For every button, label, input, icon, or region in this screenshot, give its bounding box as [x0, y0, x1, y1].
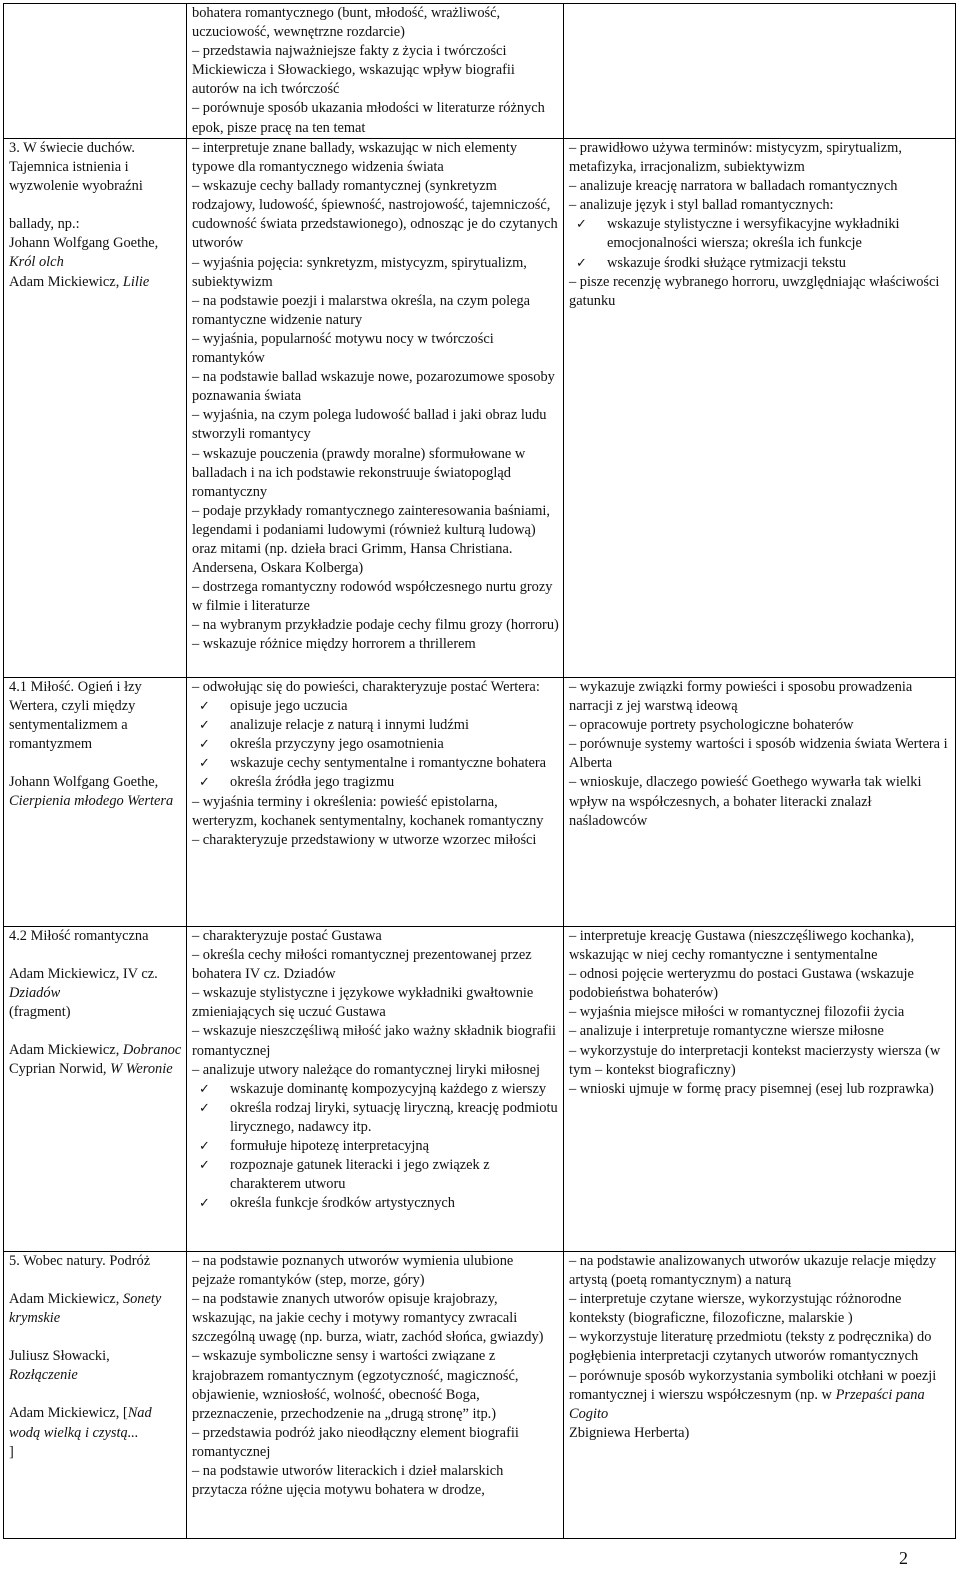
- text-line: [192, 635, 559, 654]
- text-run: Adam Mickiewicz, IV cz.: [9, 966, 158, 983]
- extended-requirements-cell: [564, 4, 956, 139]
- text-run: ]: [9, 1443, 14, 1460]
- text-run: 4.2 Miłość romantyczna: [9, 928, 149, 944]
- text-line: [192, 42, 559, 99]
- text-line: [9, 1003, 182, 1022]
- text-line: [569, 273, 951, 311]
- text-line: [569, 1252, 951, 1290]
- title-italic: Rozłączenie: [9, 1367, 78, 1384]
- text-line: [192, 1061, 559, 1080]
- text-line: [569, 716, 951, 735]
- check-item: ✓ rozpoznaje gatunek literacki i jego związek z charakterem utworu: [192, 1156, 559, 1194]
- extended-requirements-cell: [564, 139, 956, 678]
- check-item: ✓ wskazuje cechy sentymentalne i romantyczne bohatera: [192, 754, 559, 773]
- text-run: – wyjaśnia, na czym polega ludowość ballad i jaki obraz ludu stworzyli romantycy: [192, 407, 547, 443]
- text-run: Juliusz Słowacki,: [9, 1348, 110, 1365]
- extended-requirements-cell: [564, 927, 956, 1252]
- spacer: [9, 946, 182, 965]
- text-line: [569, 773, 951, 830]
- text-line: [9, 927, 182, 946]
- text-run: 5. Wobec natury. Podróż: [9, 1253, 151, 1269]
- text-run: 4.1 Miłość. Ogień i łzy Wertera, czyli między sentymentalizmem a romantyzmem: [9, 679, 142, 753]
- text-line: [9, 965, 182, 1003]
- text-run: – odnosi pojęcie werteryzmu do postaci Gustawa (wskazuje podobieństwa bohaterów): [569, 966, 914, 1002]
- text-line: [569, 196, 951, 215]
- text-run: Adam Mickiewicz,: [9, 273, 123, 290]
- text-line: [9, 215, 182, 234]
- text-run: – charakteryzuje postać Gustawa: [192, 928, 382, 944]
- text-run: Johann Wolfgang Goethe,: [9, 774, 159, 791]
- text-run: – charakteryzuje przedstawiony w utworze wzorzec miłości: [192, 831, 537, 848]
- title-italic: Lilie: [122, 273, 150, 290]
- text-line: [9, 1404, 182, 1442]
- text-run: – wyjaśnia terminy i określenia: powieść epistolarna, werteryzm, kochanek sentymentalny, kochanek romantyczny: [192, 793, 544, 829]
- text-line: [192, 292, 559, 330]
- text-run: – analizuje język i styl ballad romantycznych:: [569, 197, 834, 214]
- text-run: – wskazuje nieszczęśliwą miłość jako ważny składnik biografii romantycznej: [192, 1023, 557, 1059]
- basic-requirements-cell: [187, 927, 564, 1252]
- text-run: – na podstawie poezji i malarstwa określa, na czym polega romantyczne widzenie natury: [192, 292, 531, 328]
- spacer: [9, 1022, 182, 1041]
- text-run: – na wybranym przykładzie podaje cechy filmu grozy (horroru): [192, 617, 559, 634]
- text-line: [569, 678, 951, 716]
- text-run: – na podstawie utworów literackich i dzieł malarskich przytacza różne ujęcia motywu bohatera w drodze,: [192, 1463, 504, 1499]
- text-run: – interpretuje znane ballady, wskazując w nich elementy typowe dla romantycznego widzenia świata: [192, 140, 518, 176]
- basic-requirements-cell: [187, 678, 564, 927]
- text-line: [569, 139, 951, 177]
- text-line: [9, 1290, 182, 1328]
- page-number: 2: [899, 1548, 908, 1568]
- text-line: [192, 406, 559, 444]
- topic-cell: [4, 927, 187, 1252]
- title-italic: Król olch: [9, 254, 64, 271]
- text-run: – analizuje utwory należące do romantycznej liryki miłosnej: [192, 1061, 541, 1078]
- text-run: – dostrzega romantyczny rodowód współczesnego nurtu grozy w filmie i literaturze: [192, 579, 553, 615]
- text-line: [192, 99, 559, 137]
- text-line: [192, 254, 559, 292]
- text-line: [192, 984, 559, 1022]
- text-line: [192, 946, 559, 984]
- text-run: – podaje przykłady romantycznego zainteresowania baśniami, legendami i podaniami ludowymi (również kulturą ludową) oraz mitami (np. dzieła braci Grimm, Hansa Christiana. Andersena, Oskara Kolberga): [192, 502, 551, 577]
- text-line: [9, 678, 182, 754]
- check-item: ✓ wskazuje dominantę kompozycyjną każdego z wierszy: [192, 1080, 559, 1099]
- text-line: [9, 1347, 182, 1385]
- text-line: [192, 502, 559, 578]
- text-run: – porównuje sposób wykorzystania symboliki otchłani w poezji romantycznej i wierszu współczesnym (np. w: [569, 1367, 937, 1403]
- title-italic: Dobranoc: [122, 1042, 182, 1059]
- text-line: [192, 1424, 559, 1462]
- text-run: – porównuje sposób ukazania młodości w literaturze różnych epok, pisze pracę na ten temat: [192, 100, 545, 136]
- text-run: – wykorzystuje literaturę przedmiotu (teksty z podręcznika) do pogłębienia interpretacji czytanych utworów romantycznych: [569, 1329, 932, 1365]
- text-line: [192, 330, 559, 368]
- text-line: [192, 1022, 559, 1060]
- check-item: ✓ określa funkcje środków artystycznych: [192, 1194, 559, 1213]
- topic-cell: [4, 4, 187, 139]
- text-line: [569, 177, 951, 196]
- extended-requirements-cell: [564, 678, 956, 927]
- text-run: – przedstawia podróż jako nieodłączny element biografii romantycznej: [192, 1424, 519, 1460]
- text-line: [9, 1041, 182, 1060]
- basic-requirements-cell: [187, 4, 564, 139]
- spacer: [9, 1271, 182, 1290]
- text-run: – analizuje kreację narratora w balladach romantycznych: [569, 178, 898, 195]
- text-line: [569, 1367, 951, 1424]
- check-item: ✓ formułuje hipotezę interpretacyjną: [192, 1137, 559, 1156]
- basic-requirements-cell: [187, 139, 564, 678]
- text-run: – wskazuje stylistyczne i językowe wykładniki gwałtownie zmieniających się uczuć Gustawa: [192, 985, 534, 1021]
- text-run: – na podstawie analizowanych utworów ukazuje relacje między artystą (poetą romantycznym) a naturą: [569, 1253, 937, 1289]
- text-run: – wskazuje różnice między horrorem a thrillerem: [192, 636, 476, 653]
- text-run: – wykorzystuje do interpretacji kontekst macierzysty wiersza (w tym – kontekst biograficzny): [569, 1042, 941, 1078]
- text-run: (fragment): [9, 1004, 71, 1021]
- check-item: ✓ określa przyczyny jego osamotnienia: [192, 735, 559, 754]
- title-italic: Nad wodą wielką i czystą...: [9, 1405, 152, 1441]
- text-line: [192, 1347, 559, 1423]
- text-run: – wskazuje symboliczne sensy i wartości związane z krajobrazem romantycznym (egzotyczność, magiczność, objawienie, wzniosłość, wolność, obecność Boga, przeznaczenie, przechodzenie na „drugą stronę” itp.): [192, 1348, 519, 1422]
- text-run: Adam Mickiewicz,: [9, 1042, 123, 1059]
- text-line: [9, 1252, 182, 1271]
- text-line: [192, 139, 559, 177]
- text-line: [192, 578, 559, 616]
- text-run: 3. W świecie duchów. Tajemnica istnienia i wyzwolenie wyobraźni: [9, 140, 143, 195]
- basic-requirements-cell: [187, 1252, 564, 1539]
- text-line: [192, 4, 559, 42]
- check-item: ✓ opisuje jego uczucia: [192, 697, 559, 716]
- text-line: [569, 1328, 951, 1366]
- text-run: ballady, np.:: [9, 216, 80, 233]
- text-line: [569, 1290, 951, 1328]
- text-run: – wyjaśnia miejsce miłości w romantycznej filozofii życia: [569, 1004, 905, 1021]
- text-line: [9, 1060, 182, 1079]
- text-run: – interpretuje kreację Gustawa (nieszczęśliwego kochanka), wskazując w niej cechy romantyczne i sentymentalne: [569, 928, 915, 964]
- text-line: [192, 678, 559, 697]
- text-run: – interpretuje czytane wiersze, wykorzystując różnorodne konteksty (biograficzne, filozoficzne, malarskie ): [569, 1291, 902, 1327]
- title-italic: W Weronie: [110, 1061, 173, 1078]
- text-run: – wyjaśnia, popularność motywu nocy w twórczości romantyków: [192, 330, 494, 367]
- text-run: – określa cechy miłości romantycznej prezentowanej przez bohatera IV cz. Dziadów: [192, 947, 532, 983]
- text-line: [9, 773, 182, 811]
- text-run: – wykazuje związki formy powieści i sposobu prowadzenia narracji z jej warstwą ideową: [569, 679, 913, 715]
- table-row: [4, 678, 956, 927]
- title-italic: Cierpienia młodego Wertera: [9, 793, 174, 810]
- text-line: [569, 1080, 951, 1099]
- spacer: [9, 1385, 182, 1404]
- text-run: – wyjaśnia pojęcia: synkretyzm, mistycyzm, spirytualizm, subiektywizm: [192, 254, 527, 290]
- check-item: ✓ wskazuje stylistyczne i wersyfikacyjne wykładniki emocjonalności wiersza; określa ich funkcje: [569, 215, 951, 253]
- text-run: – prawidłowo używa terminów: mistycyzm, spirytualizm, metafizyka, irracjonalizm, subiektywizm: [569, 140, 902, 176]
- topic-cell: [4, 1252, 187, 1539]
- text-line: [192, 927, 559, 946]
- text-line: [9, 273, 182, 292]
- table-row: [4, 927, 956, 1252]
- text-run: – pisze recenzję wybranego horroru, uwzględniając właściwości gatunku: [569, 273, 940, 309]
- text-run: – wnioskuje, dlaczego powieść Goethego wywarła tak wielki wpływ na współczesnych, a bohater literacki znalazł naśladowców: [569, 774, 922, 829]
- text-run: Johann Wolfgang Goethe,: [9, 235, 159, 252]
- spacer: [9, 196, 182, 215]
- text-run: bohatera romantycznego (bunt, młodość, wrażliwość, uczuciowość, wewnętrzne rozdarcie): [192, 5, 501, 41]
- text-run: Adam Mickiewicz,: [9, 1291, 123, 1308]
- text-line: [192, 793, 559, 831]
- text-line: [9, 139, 182, 196]
- table-row: [4, 139, 956, 678]
- text-run: – wskazuje cechy ballady romantycznej (synkretyzm rodzajowy, ludowość, śpiewność, nastrojowość, tajemniczość, cudowność świata przedstawionego), odnosząc je do czytanych utworów: [192, 178, 558, 252]
- text-line: [569, 1424, 951, 1443]
- text-run: Cyprian Norwid,: [9, 1061, 111, 1078]
- text-line: [569, 965, 951, 1003]
- text-line: [569, 1003, 951, 1022]
- text-line: [192, 445, 559, 502]
- table-row: [4, 4, 956, 139]
- text-line: [569, 1042, 951, 1080]
- spacer: [9, 1328, 182, 1347]
- title-italic: Dziadów: [9, 985, 61, 1002]
- text-line: [192, 177, 559, 253]
- text-line: [569, 1022, 951, 1041]
- text-line: [192, 368, 559, 406]
- check-item: ✓ wskazuje środki służące rytmizacji tekstu: [569, 254, 951, 273]
- title-italic: Przepaści pana Cogito: [569, 1386, 925, 1422]
- text-run: – analizuje i interpretuje romantyczne wiersze miłosne: [569, 1023, 884, 1040]
- extended-requirements-cell: [564, 1252, 956, 1539]
- text-run: – wskazuje pouczenia (prawdy moralne) sformułowane w balladach i na ich podstawie rekonstruuje światopogląd romantyczny: [192, 445, 526, 500]
- text-run: – na podstawie znanych utworów opisuje krajobrazy, wskazując, na jakie cechy i motywy romantycy zwracali szczególną uwagę (np. burza, wiatr, zachód słońca, gwiazdy): [192, 1291, 544, 1346]
- text-run: – odwołując się do powieści, charakteryzuje postać Wertera:: [192, 679, 540, 695]
- title-italic: Sonety krymskie: [9, 1291, 162, 1327]
- text-line: [192, 1462, 559, 1500]
- text-line: [569, 735, 951, 773]
- text-run: – wnioski ujmuje w formę pracy pisemnej (esej lub rozprawka): [569, 1080, 934, 1097]
- text-run: Adam Mickiewicz, [: [9, 1405, 128, 1422]
- text-line: [9, 1443, 182, 1462]
- check-item: ✓ określa źródła jego tragizmu: [192, 773, 559, 792]
- text-line: [192, 831, 559, 850]
- topic-cell: [4, 139, 187, 678]
- text-run: – na podstawie ballad wskazuje nowe, pozarozumowe sposoby poznawania świata: [192, 369, 555, 405]
- text-run: – na podstawie poznanych utworów wymienia ulubione pejzaże romantyków (step, morze, góry): [192, 1253, 514, 1289]
- spacer: [9, 754, 182, 773]
- text-run: – porównuje systemy wartości i sposób widzenia świata Wertera i Alberta: [569, 736, 948, 772]
- check-item: ✓ określa rodzaj liryki, sytuację liryczną, kreację podmiotu lirycznego, nadawcy itp.: [192, 1099, 559, 1137]
- check-item: ✓ analizuje relacje z naturą i innymi ludźmi: [192, 716, 559, 735]
- text-line: [569, 927, 951, 965]
- text-line: [192, 1252, 559, 1290]
- text-run: – opracowuje portrety psychologiczne bohaterów: [569, 717, 854, 734]
- text-run: – przedstawia najważniejsze fakty z życia i twórczości Mickiewicza i Słowackiego, wskazując wpływ biografii autorów na ich twórczość: [192, 43, 515, 98]
- text-line: [192, 616, 559, 635]
- text-line: [9, 234, 182, 272]
- topic-cell: [4, 678, 187, 927]
- text-line: [192, 1290, 559, 1347]
- text-run: Zbigniewa Herberta): [569, 1424, 690, 1441]
- curriculum-table: [3, 3, 956, 1539]
- table-row: [4, 1252, 956, 1539]
